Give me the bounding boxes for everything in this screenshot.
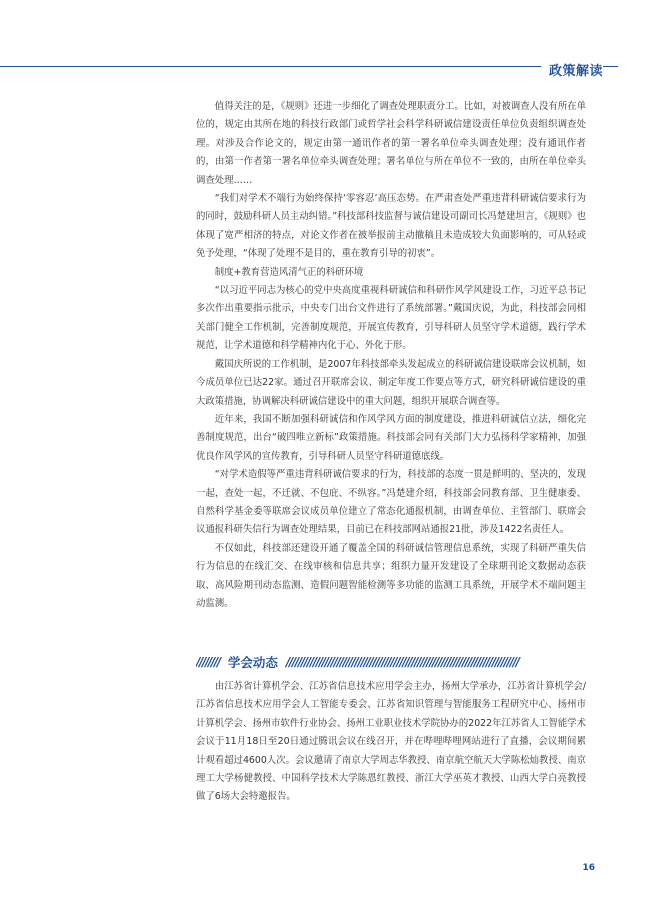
decorative-slashes-right: ////////////////////////////////////////////////////////////////////////////// [285,655,519,669]
header-rule [0,66,618,67]
news-paragraph: 由江苏省计算机学会、江苏省信息技术应用学会主办，扬州大学承办，江苏省计算机学会/江苏省信息技术应用学会人工智能专委会、江苏省知识管理与智能服务工程研究中心、扬州市计算机学会、扬州市软件行业协会、扬州工业职业技术学院协办的2022年江苏省人工智能学术会议于11月18日至20日通过腾讯会议在线召开，并在哔哩哔哩网站进行了直播，会议期间累计观看超过4600人次。会议邀请了南京大学周志华教授、南京航空航天大学陈松灿教授、南京理工大学杨健教授、中国科学技术大学陈恩红教授、浙江大学巫英才教授、山西大学白亮教授做了6场大会特邀报告。 [196,681,586,803]
decorative-slashes-left: //////// [196,655,220,669]
article-paragraph: “对学术造假等严重违背科研诚信要求的行为，科技部的态度一贯是鲜明的、坚决的，发现一起，查处一起，不迁就、不包庇、不纵容。”冯楚建介绍，科技部会同教育部、卫生健康委、自然科学基金委等联席会议成员单位建立了常态化通报机制，由调查单位、主管部门、联席会议通报科研失信行为调查处理结果，目前已在科技部网站通报21批，涉及1422名责任人。 [196,469,586,536]
article-paragraph: 戴国庆所说的工作机制，是2007年科技部牵头发起成立的科研诚信建设联席会议机制，如今成员单位已达22家。通过召开联席会议、制定年度工作要点等方式，研究科研诚信建设的重大政策措施，协调解决科研诚信建设中的重大问题，组织开展联合调查等。 [196,358,586,407]
page-number: 16 [582,863,595,873]
news-section-header [196,653,606,671]
article-paragraph: 近年来，我国不断加强科研诚信和作风学风方面的制度建设，推进科研诚信立法，细化完善制度规范，出台“破四唯立新标”政策措施。科技部会同有关部门大力弘扬科学家精神，加强优良作风学风的宣传教育，引导科研人员坚守科研道德底线。 [196,413,586,462]
article-body [196,98,586,613]
article-paragraph: “我们对学术不端行为始终保持‘零容忍’高压态势。在严肃查处严重违背科研诚信要求行为的同时，鼓励科研人员主动纠错。”科技部科技监督与诚信建设司副司长冯楚建坦言，《规则》也体现了宽严相济的特点，对论文作者在被举报前主动撤稿且未造成较大负面影响的，可从轻或免予处理，“体现了处理不是目的，重在教育引导的初衷”。 [196,193,586,260]
section-label: 政策解读 [541,60,603,79]
article-paragraph: 值得关注的是，《规则》还进一步细化了调查处理职责分工。比如，对被调查人没有所在单位的，规定由其所在地的科技行政部门或哲学社会科学科研诚信建设责任单位负责组织调查处理。对涉及合作论文的，规定由第一通讯作者的第一署名单位牵头调查处理；没有通讯作者的，由第一作者第一署名单位牵头调查处理；署名单位与所在单位不一致的，由所在单位牵头调查处理…… [196,101,586,186]
news-body [196,678,586,807]
news-section-title: 学会动态 [227,655,278,670]
article-paragraph: “以习近平同志为核心的党中央高度重视科研诚信和科研作风学风建设工作，习近平总书记多次作出重要指示批示，中央专门出台文件进行了系统部署。”戴国庆说，为此，科技部会同相关部门健全工作机制，完善制度规范，开展宣传教育，引导科研人员坚守学术道德，践行学术规范，让学术道德和科学精神内化于心、外化于形。 [196,285,586,352]
article-paragraph: 不仅如此，科技部还建设开通了覆盖全国的科研诚信管理信息系统，实现了科研严重失信行为信息的在线汇交、在线审核和信息共享；组织力量开发建设了全球期刊论文数据动态获取、高风险期刊动态监测、造假问题智能检测等多功能的监测工具系统，开展学术不端问题主动监测。 [196,542,586,609]
article-subheading: 制度+教育营造风清气正的科研环境 [214,266,364,278]
